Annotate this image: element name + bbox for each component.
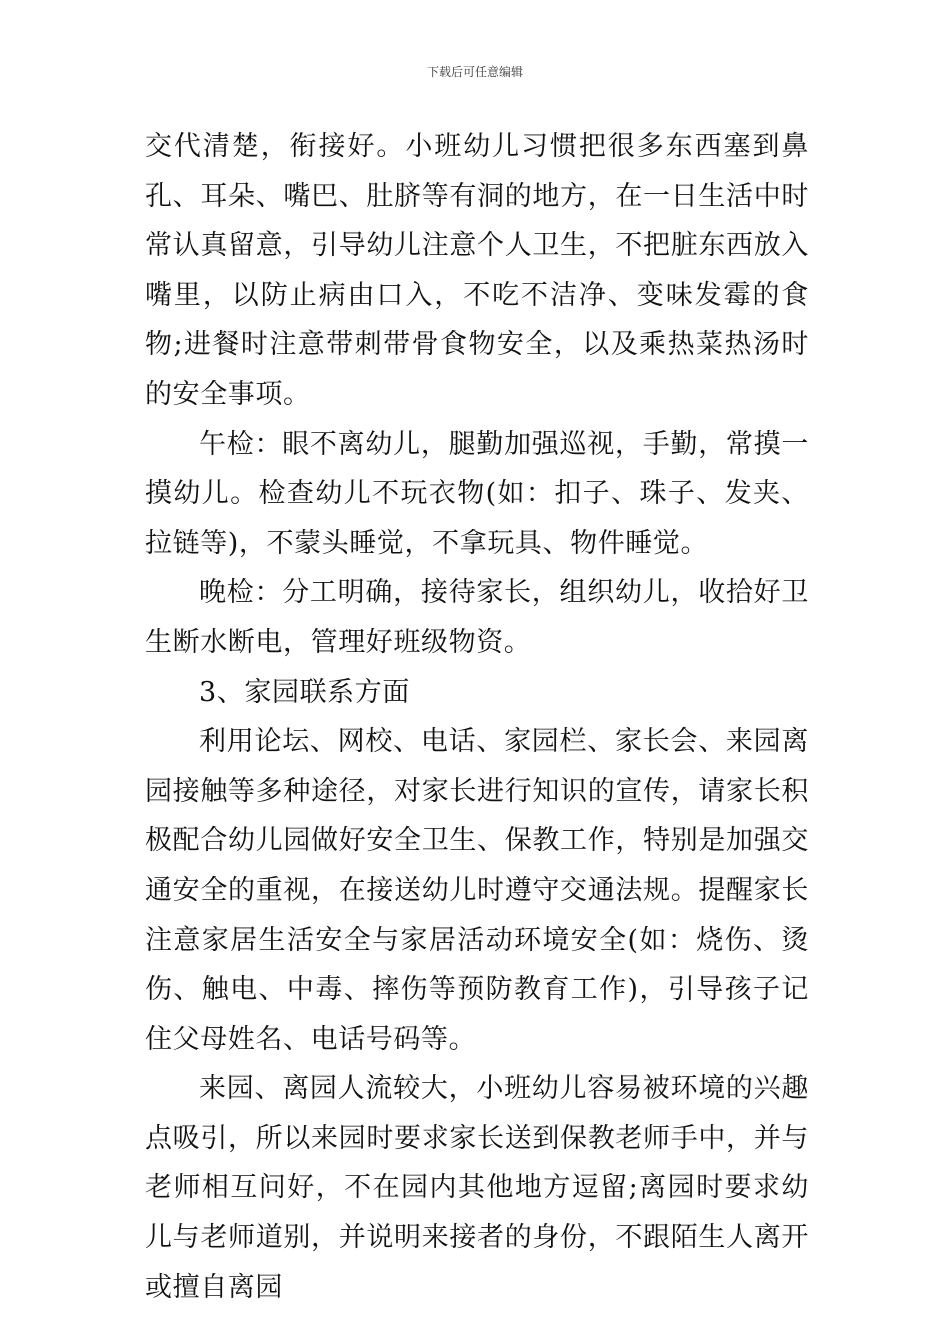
paragraph <box>145 420 809 569</box>
text-line: 耳朵、嘴巴、肚脐等有洞的地方，在一日生活中时常认真 <box>145 180 809 262</box>
text-line: 相互问好，不在园内其他地方逗留;离园时要求幼儿与老师 <box>145 1172 810 1254</box>
paragraph <box>145 568 809 667</box>
text-line: 生活安全与家居活动环境安全(如：烧伤、烫伤、触电、中 <box>145 924 809 1006</box>
text-line: 交代清楚，衔接好。小班幼儿习惯把很多东西塞到鼻孔、 <box>145 131 809 212</box>
text-line: 断水断电，管理好班级物资。 <box>172 626 532 658</box>
paragraph <box>145 1064 809 1312</box>
text-line: 来园、离园人流较大，小班幼儿容易被环境的兴趣点 <box>145 1073 809 1154</box>
text-line: 毒、摔伤等预防教育工作)，引导孩子记住父母姓名、电话 <box>145 974 809 1055</box>
paragraph <box>145 122 809 420</box>
text-line: 防止病由口入，不吃不洁净、变味发霉的食物;进餐时注意 <box>145 279 809 361</box>
text-line: 晚检：分工明确，接待家长，组织幼儿，收拾好卫生 <box>145 577 809 658</box>
text-line: 号码等。 <box>365 1023 477 1055</box>
text-line: 幼儿。检查幼儿不玩衣物(如：扣子、珠子、发夹、拉链 <box>145 478 809 559</box>
text-line: 利用论坛、网校、电话、家园栏、家长会、来园离园 <box>145 726 809 807</box>
text-line: 带刺带骨食物安全，以及乘热菜热汤时的安全事项。 <box>145 329 809 410</box>
text-line: 3、家园联系方面 <box>199 676 410 708</box>
document-body <box>145 122 809 1312</box>
paragraph <box>145 717 809 1064</box>
page-header: 下载后可任意编辑 <box>426 65 523 79</box>
text-line: 道别，并说明来接者的身份，不跟陌生人离开或擅自离园 <box>145 1222 810 1303</box>
text-line: 接触等多种途径，对家长进行知识的宣传，请家长积极配 <box>145 775 809 857</box>
text-line: 等)，不蒙头睡觉，不拿玩具、物件睡觉。 <box>200 527 709 559</box>
text-line: 午检：眼不离幼儿，腿勤加强巡视，手勤，常摸一摸 <box>145 428 809 510</box>
text-line: 吸引，所以来园时要求家长送到保教老师手中，并与老师 <box>145 1122 809 1204</box>
paragraph <box>145 668 809 718</box>
text-line: 留意，引导幼儿注意个人卫生，不把脏东西放入嘴里，以 <box>145 230 809 311</box>
text-line: 的重视，在接送幼儿时遵守交通法规。提醒家长注意家居 <box>145 874 809 956</box>
text-line: 合幼儿园做好安全卫生、保教工作，特别是加强交通安全 <box>145 825 809 906</box>
